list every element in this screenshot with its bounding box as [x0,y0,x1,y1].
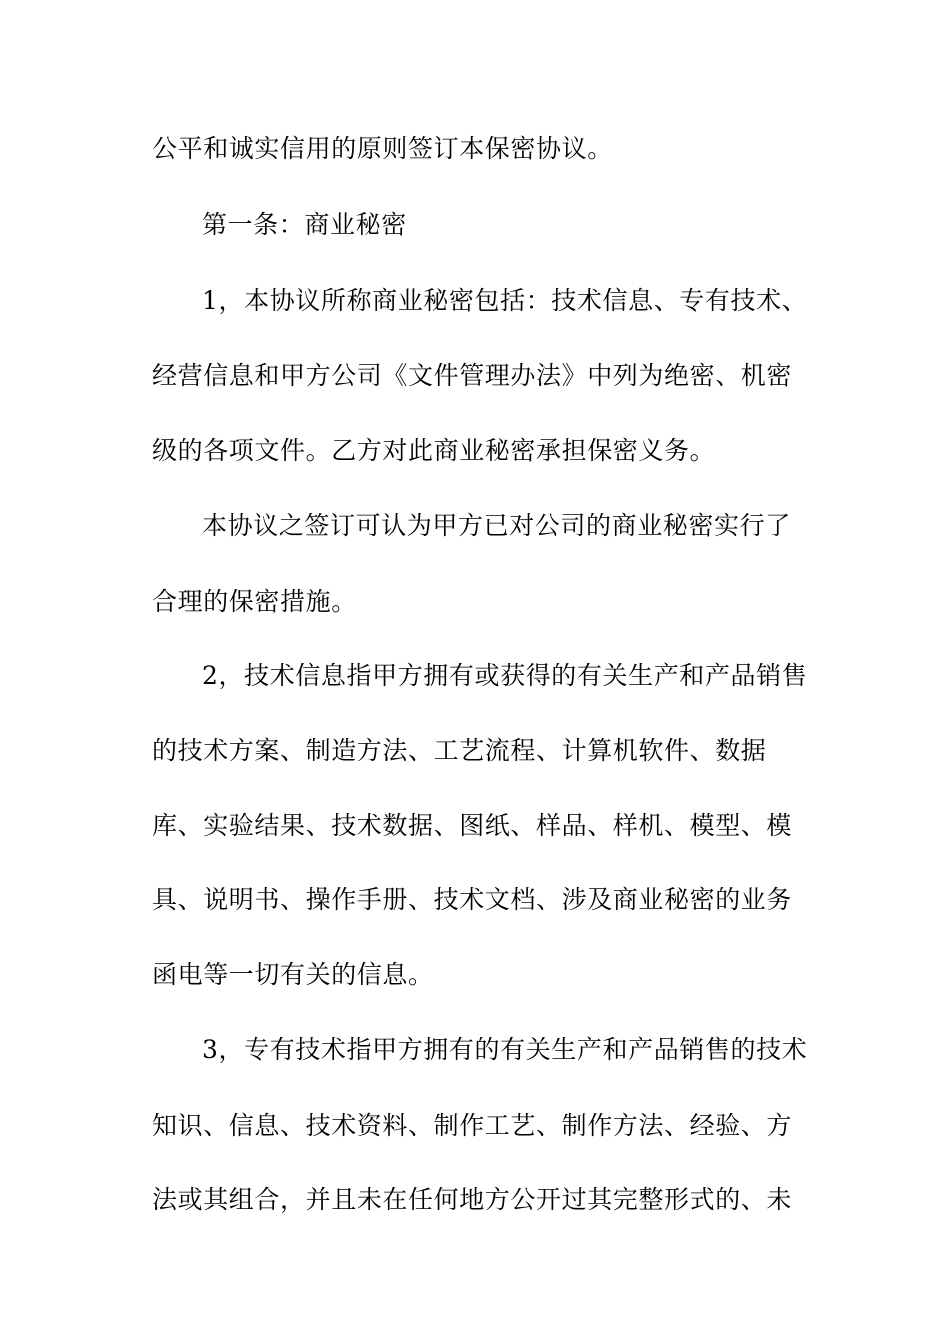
paragraph-line: 公平和诚实信用的原则签订本保密协议。 [152,134,613,163]
paragraph-line: 具、说明书、操作手册、技术文档、涉及商业秘密的业务 [152,885,793,914]
paragraph-line: 的技术方案、制造方法、工艺流程、计算机软件、数据 [152,736,767,765]
paragraph-line: 本协议之签订可认为甲方已对公司的商业秘密实行了 [202,511,791,540]
paragraph-line: 知识、信息、技术资料、制作工艺、制作方法、经验、方 [152,1111,793,1140]
paragraph-line: 3，专有技术指甲方拥有的有关生产和产品销售的技术 [202,1035,808,1064]
paragraph-line: 法或其组合，并且未在任何地方公开过其完整形式的、未 [152,1185,793,1214]
paragraph-line: 库、实验结果、技术数据、图纸、样品、样机、模型、模 [152,811,793,840]
paragraph-line: 2，技术信息指甲方拥有或获得的有关生产和产品销售 [202,661,808,690]
paragraph-line: 经营信息和甲方公司《文件管理办法》中列为绝密、机密 [152,361,793,390]
paragraph-line: 1，本协议所称商业秘密包括：技术信息、专有技术、 [202,286,808,315]
paragraph-line: 合理的保密措施。 [152,587,357,616]
paragraph-line: 级的各项文件。乙方对此商业秘密承担保密义务。 [152,436,716,465]
section-heading: 第一条：商业秘密 [202,210,407,239]
paragraph-line: 函电等一切有关的信息。 [152,960,434,989]
